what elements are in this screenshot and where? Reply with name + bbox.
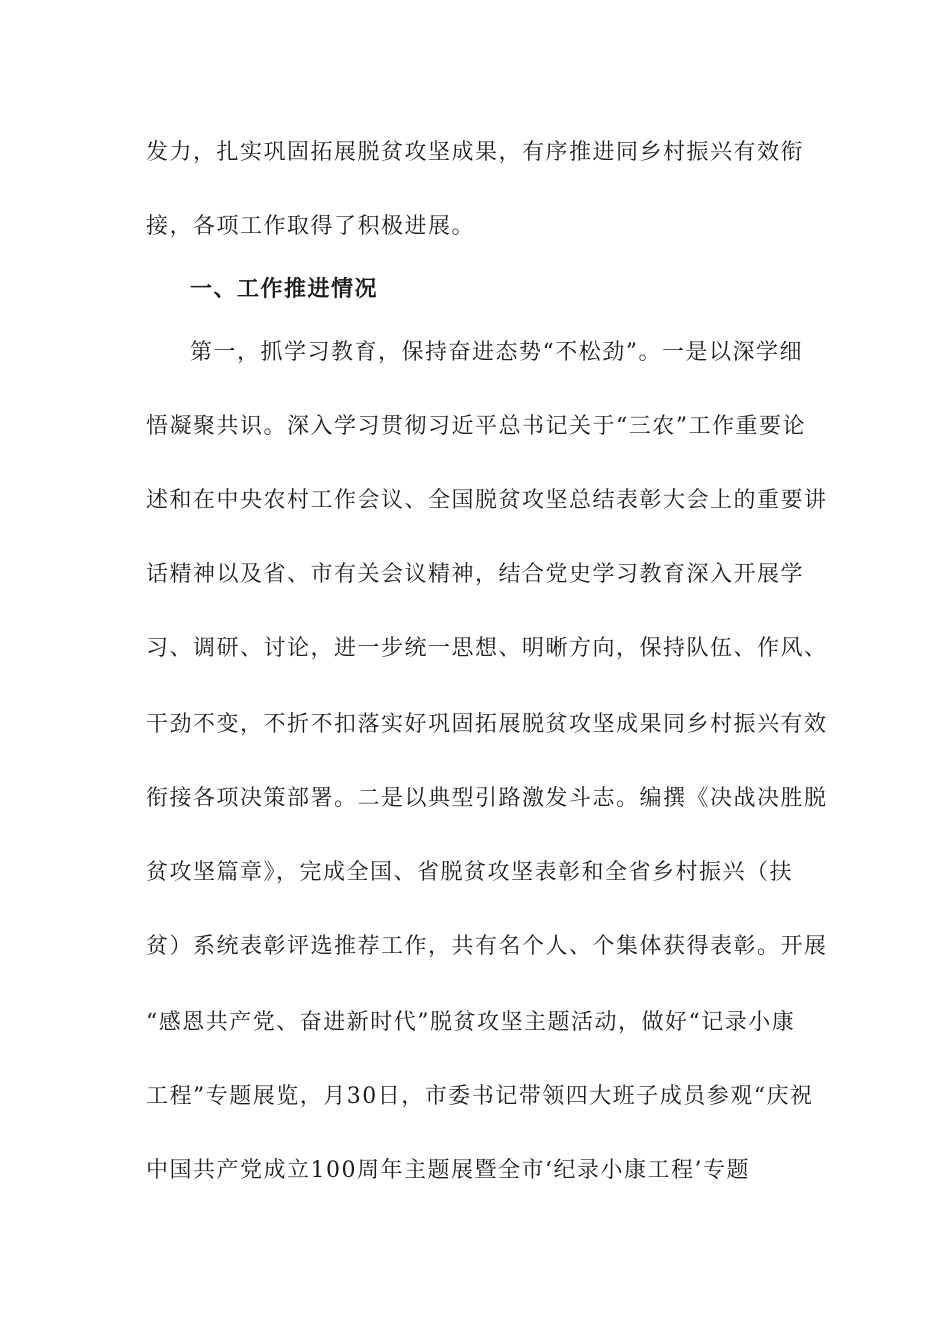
body-text-line: 习、调研、讨论，进一步统一思想、明晰方向，保持队伍、作风、	[146, 636, 828, 661]
body-text-line: 话精神以及省、市有关会议精神，结合党史学习教育深入开展学	[146, 562, 805, 587]
body-text-line: 述和在中央农村工作会议、全国脱贫攻坚总结表彰大会上的重要讲	[146, 488, 828, 513]
body-text-line: 发力，扎实巩固拓展脱贫攻坚成果，有序推进同乡村振兴有效衔	[146, 140, 805, 165]
body-text-line: 衔接各项决策部署。二是以典型引路激发斗志。编撰《决战决胜脱	[146, 786, 828, 811]
body-text-line: 工程”专题展览，月30日，市委书记带领四大班子成员参观“庆祝	[146, 1084, 814, 1109]
body-text-line: 贫）系统表彰评选推荐工作，共有名个人、个集体获得表彰。开展	[146, 934, 828, 959]
body-text-line: 干劲不变，不折不扣落实好巩固拓展脱贫攻坚成果同乡村振兴有效	[146, 712, 828, 737]
body-text-line: 中国共产党成立100周年主题展暨全市‘纪录小康工程’专题	[146, 1158, 750, 1183]
paragraph-first-line: 第一，抓学习教育，保持奋进态势“不松劲”。一是以深学细	[190, 340, 803, 365]
section-heading: 一、工作推进情况	[190, 276, 379, 302]
body-text-line: 悟凝聚共识。深入学习贯彻习近平总书记关于“三农”工作重要论	[146, 414, 806, 439]
body-text-line: 接，各项工作取得了积极进展。	[146, 214, 476, 239]
body-text-line: “感恩共产党、奋进新时代”脱贫攻坚主题活动，做好“记录小康	[146, 1010, 796, 1035]
body-text-line: 贫攻坚篇章》，完成全国、省脱贫攻坚表彰和全省乡村振兴（扶	[146, 860, 794, 885]
